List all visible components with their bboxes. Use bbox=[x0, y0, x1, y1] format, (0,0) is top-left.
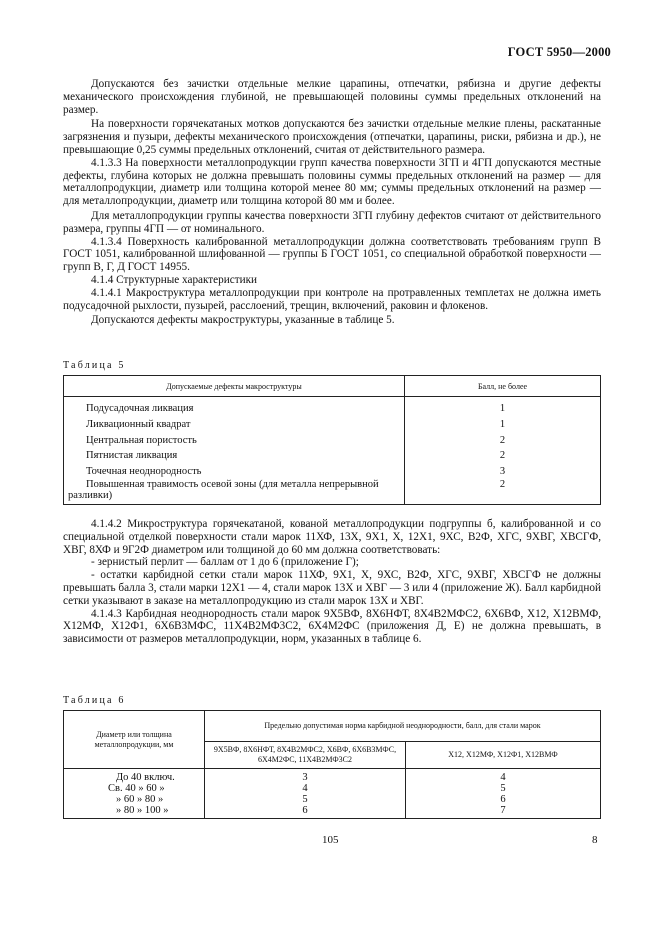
table5-header-score: Балл, не более bbox=[405, 376, 601, 397]
table5 bbox=[63, 375, 601, 505]
table-row bbox=[64, 794, 601, 805]
table6-size: » 80 » 100 » bbox=[64, 805, 205, 819]
table5-score: 2 bbox=[499, 434, 506, 446]
body-text-top bbox=[63, 78, 601, 327]
paragraph: 4.1.3.3 На поверхности металлопродукции групп качества поверхности 3ГП и 4ГП допускаются местные дефекты, глубина которых не должна превышать половины суммы предельных отклонений на размер — для металлопродукции, диаметр или толщина которой менее 80 мм; суммы предельных отклонений на размер — для металлопродукции, диаметр или толщина которой 80 мм и более. bbox=[63, 156, 601, 208]
table-row bbox=[64, 397, 601, 417]
body-text-middle bbox=[63, 518, 601, 646]
table5-score: 2 bbox=[499, 479, 506, 491]
table-row bbox=[64, 805, 601, 819]
table5-score: 1 bbox=[499, 403, 506, 415]
table6-caption: Таблица 6 bbox=[63, 695, 126, 706]
table6-value-a: 5 bbox=[205, 794, 406, 805]
table6-value-b: 6 bbox=[500, 794, 506, 805]
table6-value-b: 5 bbox=[500, 783, 506, 794]
paragraph: Допускаются без зачистки отдельные мелкие царапины, отпечатки, рябизна и другие дефекты механического происхождения глубиной, не превышающей половины суммы предельных отклонений на размер. bbox=[63, 78, 601, 116]
table6-header-size: Диаметр или толщина металлопродукции, мм bbox=[64, 711, 205, 769]
table6-header-steels-b: Х12, Х12МФ, Х12Ф1, Х12ВМФ bbox=[406, 742, 601, 769]
table6-value-b: 7 bbox=[500, 805, 506, 816]
paragraph: На поверхности горячекатаных мотков допускаются без зачистки отдельные мелкие плены, раскатанные загрязнения и пузыри, дефекты механического происхождения (отпечатки, царапины, риски, рябизна и др.), не превышающие 0,25 суммы предельных отклонений, считая от действительного размера. bbox=[63, 118, 601, 156]
table6-header-steels-a: 9Х5ВФ, 8Х6НФТ, 8Х4В2МФС2, Х6ВФ, 6Х6В3МФС, 6Х4М2ФС, 11Х4В2МФ3С2 bbox=[205, 742, 406, 769]
table6-size: До 40 включ. bbox=[64, 769, 205, 784]
table6-value-a: 3 bbox=[205, 769, 406, 784]
table6 bbox=[63, 710, 601, 819]
list-item: - зернистый перлит — баллам от 1 до 6 (приложение Г); bbox=[91, 556, 359, 569]
standard-header: ГОСТ 5950—2000 bbox=[507, 45, 611, 59]
paragraph: Для металлопродукции группы качества поверхности 3ГП глубину дефектов считают от действительного размера, группы 4ГП — от номинального. bbox=[63, 209, 601, 235]
table-row bbox=[64, 464, 601, 480]
table6-value-a: 6 bbox=[205, 805, 406, 819]
table6-header-group: Предельно допустимая норма карбидной неоднородности, балл, для стали марок bbox=[205, 711, 601, 742]
list-item: - остатки карбидной сетки стали марок 11ХФ, 9Х1, Х, 9ХС, В2Ф, ХГС, 9ХВГ, ХВСГФ не должны превышать балла 3, стали марки 12Х1 — 4, стали марок 13Х и ХВГ — 3 или 4 (приложение Ж). Балл карбидной сетки указывают в заказе на металлопродукцию из стали марок 13Х и ХВГ. bbox=[63, 569, 601, 607]
table-row bbox=[64, 783, 601, 794]
table6-size: Св. 40 » 60 » bbox=[64, 783, 205, 794]
paragraph: 4.1.3.4 Поверхность калиброванной металлопродукции должна соответствовать требованиям групп В ГОСТ 1051, калиброванной шлифованной — группы Б ГОСТ 1051, со специальной обработкой поверхности — групп В, Г, Д ГОСТ 14955. bbox=[63, 235, 601, 274]
table6-value-a: 4 bbox=[205, 783, 406, 794]
table-row bbox=[64, 479, 601, 505]
table6-value-b: 4 bbox=[500, 772, 506, 783]
table5-defect: Ликвационный квадрат bbox=[64, 417, 405, 433]
paragraph: 4.1.4.2 Микроструктура горячекатаной, кованой металлопродукции подгруппы б, калиброванной и со специальной отделкой поверхности стали марок 11ХФ, 13Х, 9Х1, Х, 12Х1, 9ХС, В2Ф, ХГС, 9ХВГ, ХВСГФ, ХВГ, 8ХФ и 9Г2Ф диаметром или толщиной до 60 мм должна соответствовать: bbox=[63, 518, 601, 556]
table5-defect: Точечная неоднородность bbox=[64, 464, 405, 480]
section-heading: 4.1.4 Структурные характеристики bbox=[91, 273, 257, 286]
table5-defect: Повышенная травимость осевой зоны (для металла непрерывной разливки) bbox=[64, 479, 405, 505]
table5-defect: Пятнистая ликвация bbox=[64, 448, 405, 464]
paragraph: 4.1.4.1 Макроструктура металлопродукции при контроле на протравленных темплетах не должна иметь подусадочной рыхлости, пузырей, расслоений, трещин, включений, раковин и флокенов. bbox=[63, 286, 601, 312]
table-row bbox=[64, 769, 601, 784]
paragraph: 4.1.4.3 Карбидная неоднородность стали марок 9Х5ВФ, 8Х6НФТ, 8Х4В2МФС2, 6Х6ВФ, Х12, Х12ВМФ, Х12МФ, Х12Ф1, 6Х6В3МФС, 11Х4В2МФ3С2, 6Х4М2ФС (приложения Д, Е) не должна превышать, в зависимости от размеров металлопродукции, норм, указанных в таблице 6. bbox=[63, 607, 601, 646]
table5-score: 1 bbox=[499, 419, 506, 431]
table5-caption: Таблица 5 bbox=[63, 360, 126, 371]
table-row bbox=[64, 432, 601, 448]
page-number: 105 bbox=[322, 834, 339, 846]
table5-header-defects: Допускаемые дефекты макроструктуры bbox=[64, 376, 405, 397]
paragraph: Допускаются дефекты макроструктуры, указанные в таблице 5. bbox=[91, 314, 395, 327]
sheet-number: 8 bbox=[592, 834, 598, 846]
table6-size: » 60 » 80 » bbox=[64, 794, 205, 805]
table5-score: 2 bbox=[499, 450, 506, 462]
table-row bbox=[64, 448, 601, 464]
table5-defect: Подусадочная ликвация bbox=[64, 397, 405, 417]
table-row bbox=[64, 417, 601, 433]
table5-defect: Центральная пористость bbox=[64, 432, 405, 448]
table5-score: 3 bbox=[499, 466, 506, 478]
